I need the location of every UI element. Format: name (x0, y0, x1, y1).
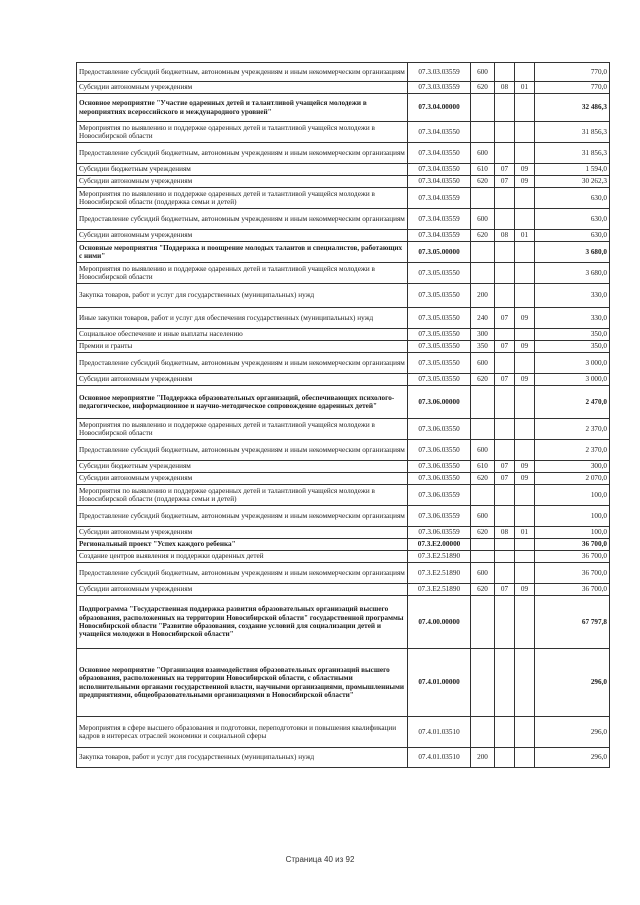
row-subsection-cell: 01 (515, 527, 535, 539)
row-name-cell: Мероприятия по выявлению и поддержке одаренных детей и талантливой учащейся молодежи в Новосибирской области (77, 263, 408, 284)
row-name-cell: Предоставление субсидий бюджетным, автономным учреждениям и иным некоммерческим организациям (77, 353, 408, 374)
row-name-cell: Закупка товаров, работ и услуг для государственных (муниципальных) нужд (77, 284, 408, 308)
row-subsection-cell (515, 563, 535, 584)
row-name-cell: Мероприятия по выявлению и поддержке одаренных детей и талантливой учащейся молодежи в Новосибирской области (поддержка семьи и детей) (77, 188, 408, 209)
row-section-cell (495, 563, 515, 584)
row-expense-type-cell: 600 (471, 143, 495, 164)
row-code-cell: 07.3.06.03550 (408, 473, 471, 485)
row-code-cell: 07.3.E2.51890 (408, 551, 471, 563)
table-row (77, 230, 610, 242)
row-sum-cell: 31 856,3 (535, 143, 610, 164)
row-sum-cell: 296,0 (535, 748, 610, 768)
row-name-cell: Мероприятия по выявлению и поддержке одаренных детей и талантливой учащейся молодежи в Новосибирской области (поддержка семьи и детей) (77, 485, 408, 506)
row-section-cell: 07 (495, 164, 515, 176)
row-expense-type-cell: 610 (471, 461, 495, 473)
table-row (77, 353, 610, 374)
row-expense-type-cell: 600 (471, 440, 495, 461)
row-sum-cell: 32 486,3 (535, 94, 610, 122)
row-sum-cell: 3 680,0 (535, 263, 610, 284)
row-section-cell (495, 539, 515, 551)
row-section-cell (495, 419, 515, 440)
row-section-cell (495, 122, 515, 143)
row-expense-type-cell: 600 (471, 209, 495, 230)
row-section-cell: 07 (495, 341, 515, 353)
row-name-cell: Премии и гранты (77, 341, 408, 353)
row-code-cell: 07.3.04.03550 (408, 164, 471, 176)
row-expense-type-cell: 620 (471, 176, 495, 188)
row-subsection-cell (515, 649, 535, 717)
row-name-cell: Основные мероприятия "Поддержка и поощрение молодых талантов и специалистов, работающих с ними" (77, 242, 408, 263)
row-subsection-cell (515, 188, 535, 209)
row-subsection-cell (515, 717, 535, 748)
table-row (77, 176, 610, 188)
table-row (77, 63, 610, 82)
row-code-cell: 07.3.E2.00000 (408, 539, 471, 551)
row-code-cell: 07.3.04.03559 (408, 209, 471, 230)
row-subsection-cell (515, 551, 535, 563)
row-sum-cell: 67 797,8 (535, 596, 610, 649)
row-section-cell (495, 748, 515, 768)
row-name-cell: Мероприятия по выявлению и поддержке одаренных детей и талантливой учащейся молодежи в Новосибирской области (77, 419, 408, 440)
row-sum-cell: 770,0 (535, 63, 610, 82)
row-sum-cell: 630,0 (535, 230, 610, 242)
row-code-cell: 07.4.01.03510 (408, 748, 471, 768)
row-subsection-cell (515, 143, 535, 164)
row-expense-type-cell (471, 539, 495, 551)
table-row (77, 748, 610, 768)
row-code-cell: 07.3.05.03550 (408, 308, 471, 329)
row-section-cell (495, 717, 515, 748)
row-name-cell: Субсидии бюджетным учреждениям (77, 461, 408, 473)
row-sum-cell: 2 370,0 (535, 440, 610, 461)
table-row (77, 164, 610, 176)
row-section-cell (495, 386, 515, 419)
row-sum-cell: 36 700,0 (535, 584, 610, 596)
row-expense-type-cell: 600 (471, 506, 495, 527)
row-code-cell: 07.3.06.03550 (408, 461, 471, 473)
row-expense-type-cell (471, 551, 495, 563)
row-name-cell: Предоставление субсидий бюджетным, автономным учреждениям и иным некоммерческим организациям (77, 63, 408, 82)
row-code-cell: 07.3.04.03550 (408, 176, 471, 188)
row-section-cell (495, 596, 515, 649)
row-subsection-cell (515, 94, 535, 122)
table-row (77, 209, 610, 230)
row-sum-cell: 330,0 (535, 308, 610, 329)
row-name-cell: Субсидии автономным учреждениям (77, 82, 408, 94)
row-section-cell (495, 440, 515, 461)
row-expense-type-cell: 240 (471, 308, 495, 329)
row-sum-cell: 36 700,0 (535, 563, 610, 584)
table-row (77, 242, 610, 263)
row-code-cell: 07.3.06.03559 (408, 485, 471, 506)
row-name-cell: Мероприятия в сфере высшего образования и подготовки, переподготовки и повышения квалификации кадров в интересах отраслей экономики и социальной сферы (77, 717, 408, 748)
row-section-cell (495, 284, 515, 308)
row-code-cell: 07.3.05.03550 (408, 284, 471, 308)
row-code-cell: 07.3.06.03559 (408, 506, 471, 527)
row-section-cell (495, 329, 515, 341)
table-row (77, 551, 610, 563)
row-name-cell: Предоставление субсидий бюджетным, автономным учреждениям и иным некоммерческим организациям (77, 440, 408, 461)
row-code-cell: 07.4.01.00000 (408, 649, 471, 717)
row-expense-type-cell (471, 188, 495, 209)
budget-table (76, 62, 610, 768)
row-subsection-cell: 09 (515, 176, 535, 188)
row-sum-cell: 630,0 (535, 188, 610, 209)
row-expense-type-cell: 200 (471, 284, 495, 308)
row-subsection-cell (515, 539, 535, 551)
row-sum-cell: 770,0 (535, 82, 610, 94)
row-subsection-cell: 09 (515, 584, 535, 596)
row-expense-type-cell (471, 596, 495, 649)
row-sum-cell: 100,0 (535, 485, 610, 506)
row-sum-cell: 350,0 (535, 329, 610, 341)
row-code-cell: 07.4.01.03510 (408, 717, 471, 748)
row-sum-cell: 3 000,0 (535, 353, 610, 374)
row-section-cell (495, 649, 515, 717)
table-row (77, 596, 610, 649)
row-code-cell: 07.3.05.00000 (408, 242, 471, 263)
table-row (77, 539, 610, 551)
row-subsection-cell: 09 (515, 473, 535, 485)
row-expense-type-cell (471, 717, 495, 748)
row-expense-type-cell: 620 (471, 473, 495, 485)
row-name-cell: Субсидии автономным учреждениям (77, 176, 408, 188)
row-code-cell: 07.3.05.03550 (408, 374, 471, 386)
row-name-cell: Закупка товаров, работ и услуг для государственных (муниципальных) нужд (77, 748, 408, 768)
row-name-cell: Подпрограмма "Государственная поддержка развития образовательных организаций высшего образования, расположенных на территории Новосибирской области" государственной программы Новосибирской области "Развитие образования, создание условий для социализации детей и учащейся молодежи в Новосибирской области" (77, 596, 408, 649)
row-sum-cell: 1 594,0 (535, 164, 610, 176)
row-subsection-cell (515, 748, 535, 768)
row-section-cell (495, 506, 515, 527)
table-row (77, 374, 610, 386)
row-name-cell: Основное мероприятие "Участие одаренных детей и талантливой учащейся молодежи в мероприятиях всероссийского и международного уровней" (77, 94, 408, 122)
row-section-cell: 08 (495, 82, 515, 94)
row-expense-type-cell: 620 (471, 82, 495, 94)
row-sum-cell: 31 856,3 (535, 122, 610, 143)
row-code-cell: 07.3.06.03559 (408, 527, 471, 539)
table-row (77, 82, 610, 94)
row-name-cell: Субсидии автономным учреждениям (77, 473, 408, 485)
row-sum-cell: 2 370,0 (535, 419, 610, 440)
row-section-cell: 07 (495, 584, 515, 596)
row-subsection-cell (515, 419, 535, 440)
row-section-cell: 07 (495, 176, 515, 188)
row-sum-cell: 296,0 (535, 649, 610, 717)
row-subsection-cell (515, 506, 535, 527)
row-section-cell: 07 (495, 308, 515, 329)
row-section-cell: 07 (495, 374, 515, 386)
row-code-cell: 07.3.04.03559 (408, 188, 471, 209)
row-expense-type-cell: 610 (471, 164, 495, 176)
row-name-cell: Субсидии автономным учреждениям (77, 374, 408, 386)
row-code-cell: 07.3.04.03550 (408, 143, 471, 164)
row-expense-type-cell: 350 (471, 341, 495, 353)
row-sum-cell: 630,0 (535, 209, 610, 230)
row-name-cell: Иные закупки товаров, работ и услуг для обеспечения государственных (муниципальных) нужд (77, 308, 408, 329)
row-expense-type-cell (471, 649, 495, 717)
row-code-cell: 07.3.05.03550 (408, 353, 471, 374)
row-section-cell (495, 263, 515, 284)
row-code-cell: 07.3.06.03550 (408, 440, 471, 461)
row-subsection-cell (515, 329, 535, 341)
row-code-cell: 07.3.E2.51890 (408, 563, 471, 584)
row-section-cell: 08 (495, 230, 515, 242)
row-subsection-cell (515, 242, 535, 263)
row-name-cell: Социальное обеспечение и иные выплаты населению (77, 329, 408, 341)
table-row (77, 341, 610, 353)
row-sum-cell: 2 070,0 (535, 473, 610, 485)
row-name-cell: Субсидии автономным учреждениям (77, 230, 408, 242)
row-section-cell: 07 (495, 461, 515, 473)
row-name-cell: Предоставление субсидий бюджетным, автономным учреждениям и иным некоммерческим организациям (77, 506, 408, 527)
row-section-cell (495, 551, 515, 563)
row-expense-type-cell: 300 (471, 329, 495, 341)
page-number-label: Страница 40 из 92 (285, 855, 355, 864)
table-row (77, 284, 610, 308)
table-row (77, 527, 610, 539)
row-subsection-cell (515, 284, 535, 308)
row-subsection-cell: 09 (515, 374, 535, 386)
row-sum-cell: 36 700,0 (535, 539, 610, 551)
row-name-cell: Субсидии бюджетным учреждениям (77, 164, 408, 176)
row-subsection-cell: 01 (515, 230, 535, 242)
row-expense-type-cell: 600 (471, 63, 495, 82)
row-subsection-cell (515, 596, 535, 649)
budget-table-body (77, 63, 610, 768)
table-row (77, 563, 610, 584)
row-expense-type-cell (471, 94, 495, 122)
row-expense-type-cell: 600 (471, 353, 495, 374)
row-expense-type-cell: 620 (471, 584, 495, 596)
row-subsection-cell: 09 (515, 341, 535, 353)
row-code-cell: 07.3.03.03559 (408, 63, 471, 82)
row-sum-cell: 350,0 (535, 341, 610, 353)
row-code-cell: 07.4.00.00000 (408, 596, 471, 649)
row-subsection-cell (515, 209, 535, 230)
row-name-cell: Предоставление субсидий бюджетным, автономным учреждениям и иным некоммерческим организациям (77, 563, 408, 584)
row-sum-cell: 30 262,3 (535, 176, 610, 188)
row-section-cell (495, 485, 515, 506)
row-code-cell: 07.3.05.03550 (408, 341, 471, 353)
row-subsection-cell (515, 63, 535, 82)
row-name-cell: Мероприятия по выявлению и поддержке одаренных детей и талантливой учащейся молодежи в Новосибирской области (77, 122, 408, 143)
table-row (77, 308, 610, 329)
row-sum-cell: 2 470,0 (535, 386, 610, 419)
row-section-cell: 07 (495, 473, 515, 485)
row-code-cell: 07.3.E2.51890 (408, 584, 471, 596)
table-row (77, 440, 610, 461)
row-name-cell: Предоставление субсидий бюджетным, автономным учреждениям и иным некоммерческим организациям (77, 209, 408, 230)
row-code-cell: 07.3.05.03550 (408, 263, 471, 284)
table-row (77, 584, 610, 596)
row-code-cell: 07.3.06.00000 (408, 386, 471, 419)
row-code-cell: 07.3.03.03559 (408, 82, 471, 94)
row-sum-cell: 296,0 (535, 717, 610, 748)
row-expense-type-cell: 620 (471, 527, 495, 539)
row-name-cell: Субсидии автономным учреждениям (77, 584, 408, 596)
table-row (77, 143, 610, 164)
table-row (77, 188, 610, 209)
row-subsection-cell (515, 263, 535, 284)
table-row (77, 329, 610, 341)
page-footer (0, 855, 640, 864)
row-subsection-cell (515, 485, 535, 506)
row-expense-type-cell: 600 (471, 563, 495, 584)
row-subsection-cell: 09 (515, 461, 535, 473)
row-code-cell: 07.3.04.00000 (408, 94, 471, 122)
table-row (77, 122, 610, 143)
table-row (77, 485, 610, 506)
row-subsection-cell (515, 386, 535, 419)
row-subsection-cell (515, 122, 535, 143)
row-expense-type-cell: 620 (471, 374, 495, 386)
row-sum-cell: 330,0 (535, 284, 610, 308)
table-row (77, 461, 610, 473)
row-expense-type-cell (471, 122, 495, 143)
row-code-cell: 07.3.04.03559 (408, 230, 471, 242)
row-section-cell (495, 242, 515, 263)
row-section-cell: 08 (495, 527, 515, 539)
row-expense-type-cell (471, 485, 495, 506)
row-expense-type-cell: 200 (471, 748, 495, 768)
row-subsection-cell: 01 (515, 82, 535, 94)
row-name-cell: Субсидии автономным учреждениям (77, 527, 408, 539)
row-name-cell: Предоставление субсидий бюджетным, автономным учреждениям и иным некоммерческим организациям (77, 143, 408, 164)
row-expense-type-cell (471, 263, 495, 284)
row-name-cell: Создание центров выявления и поддержки одаренных детей (77, 551, 408, 563)
row-section-cell (495, 209, 515, 230)
row-code-cell: 07.3.04.03550 (408, 122, 471, 143)
row-expense-type-cell (471, 242, 495, 263)
table-row (77, 263, 610, 284)
row-section-cell (495, 353, 515, 374)
table-row (77, 94, 610, 122)
row-subsection-cell: 09 (515, 164, 535, 176)
row-sum-cell: 300,0 (535, 461, 610, 473)
row-code-cell: 07.3.05.03550 (408, 329, 471, 341)
row-section-cell (495, 188, 515, 209)
row-expense-type-cell: 620 (471, 230, 495, 242)
row-name-cell: Основное мероприятие "Организация взаимодействия образовательных организаций высшего образования, расположенных на территории Новосибирской области, с областными исполнительными органами государственной власти, научными организациями, промышленными предприятиями, общеобразовательными организациями в Новосибирской области" (77, 649, 408, 717)
row-name-cell: Основное мероприятие "Поддержка образовательных организаций, обеспечивающих психолого-педагогическое, информационное и научно-методическое сопровождение одаренных детей" (77, 386, 408, 419)
row-name-cell: Региональный проект "Успех каждого ребенка" (77, 539, 408, 551)
table-row (77, 506, 610, 527)
row-section-cell (495, 94, 515, 122)
row-expense-type-cell (471, 386, 495, 419)
table-row (77, 419, 610, 440)
row-subsection-cell (515, 440, 535, 461)
row-section-cell (495, 63, 515, 82)
row-expense-type-cell (471, 419, 495, 440)
row-sum-cell: 100,0 (535, 527, 610, 539)
row-sum-cell: 36 700,0 (535, 551, 610, 563)
row-sum-cell: 100,0 (535, 506, 610, 527)
row-section-cell (495, 143, 515, 164)
table-row (77, 717, 610, 748)
row-subsection-cell: 09 (515, 308, 535, 329)
row-sum-cell: 3 000,0 (535, 374, 610, 386)
table-row (77, 386, 610, 419)
row-sum-cell: 3 680,0 (535, 242, 610, 263)
row-subsection-cell (515, 353, 535, 374)
table-row (77, 473, 610, 485)
row-code-cell: 07.3.06.03550 (408, 419, 471, 440)
table-row (77, 649, 610, 717)
